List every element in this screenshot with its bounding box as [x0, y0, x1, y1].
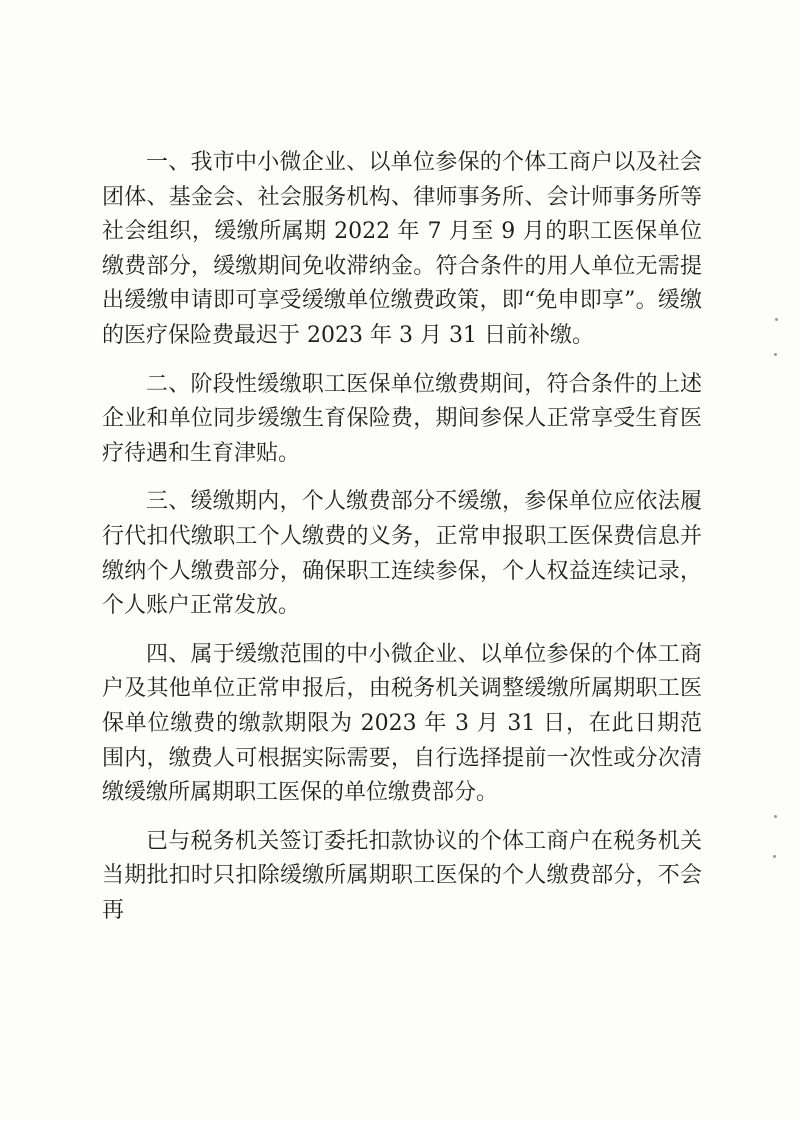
- document-body: [102, 146, 702, 942]
- paragraph-1: 一、我市中小微企业、以单位参保的个体工商户以及社会团体、基金会、社会服务机构、律师事务所、会计师事务所等社会组织，缓缴所属期 2022 年 7 月至 9 月的职工医保单位缴费部分，缓缴期间免收滞纳金。符合条件的用人单位无需提出缓缴申请即可享受缓缴单位缴费政策，即“免申即享”。缓缴的医疗保险费最迟于 2023 年 3 月 31 日前补缴。: [102, 150, 702, 348]
- scan-speck: [774, 353, 777, 356]
- scan-speck: [774, 815, 777, 818]
- paragraph-3: 三、缓缴期内，个人缴费部分不缓缴，参保单位应依法履行代扣代缴职工个人缴费的义务，正常申报职工医保费信息并缴纳个人缴费部分，确保职工连续参保，个人权益连续记录，个人账户正常发放。: [102, 489, 702, 619]
- paragraph-2: 二、阶段性缓缴职工医保单位缴费期间，符合条件的上述企业和单位同步缓缴生育保险费，期间参保人正常享受生育医疗待遇和生育津贴。: [102, 371, 702, 466]
- paragraph-4: 四、属于缓缴范围的中小微企业、以单位参保的个体工商户及其他单位正常申报后，由税务机关调整缓缴所属期职工医保单位缴费的缴款期限为 2023 年 3 月 31 日，在此日期范围内，缴费人可根据实际需要，自行选择提前一次性或分次清缴缓缴所属期职工医保的单位缴费部分。: [102, 641, 702, 806]
- paragraph-5: 已与税务机关签订委托扣款协议的个体工商户在税务机关当期批扣时只扣除缓缴所属期职工医保的个人缴费部分，不会再: [102, 828, 702, 923]
- scan-speck: [773, 855, 776, 858]
- scan-speck: [775, 318, 778, 321]
